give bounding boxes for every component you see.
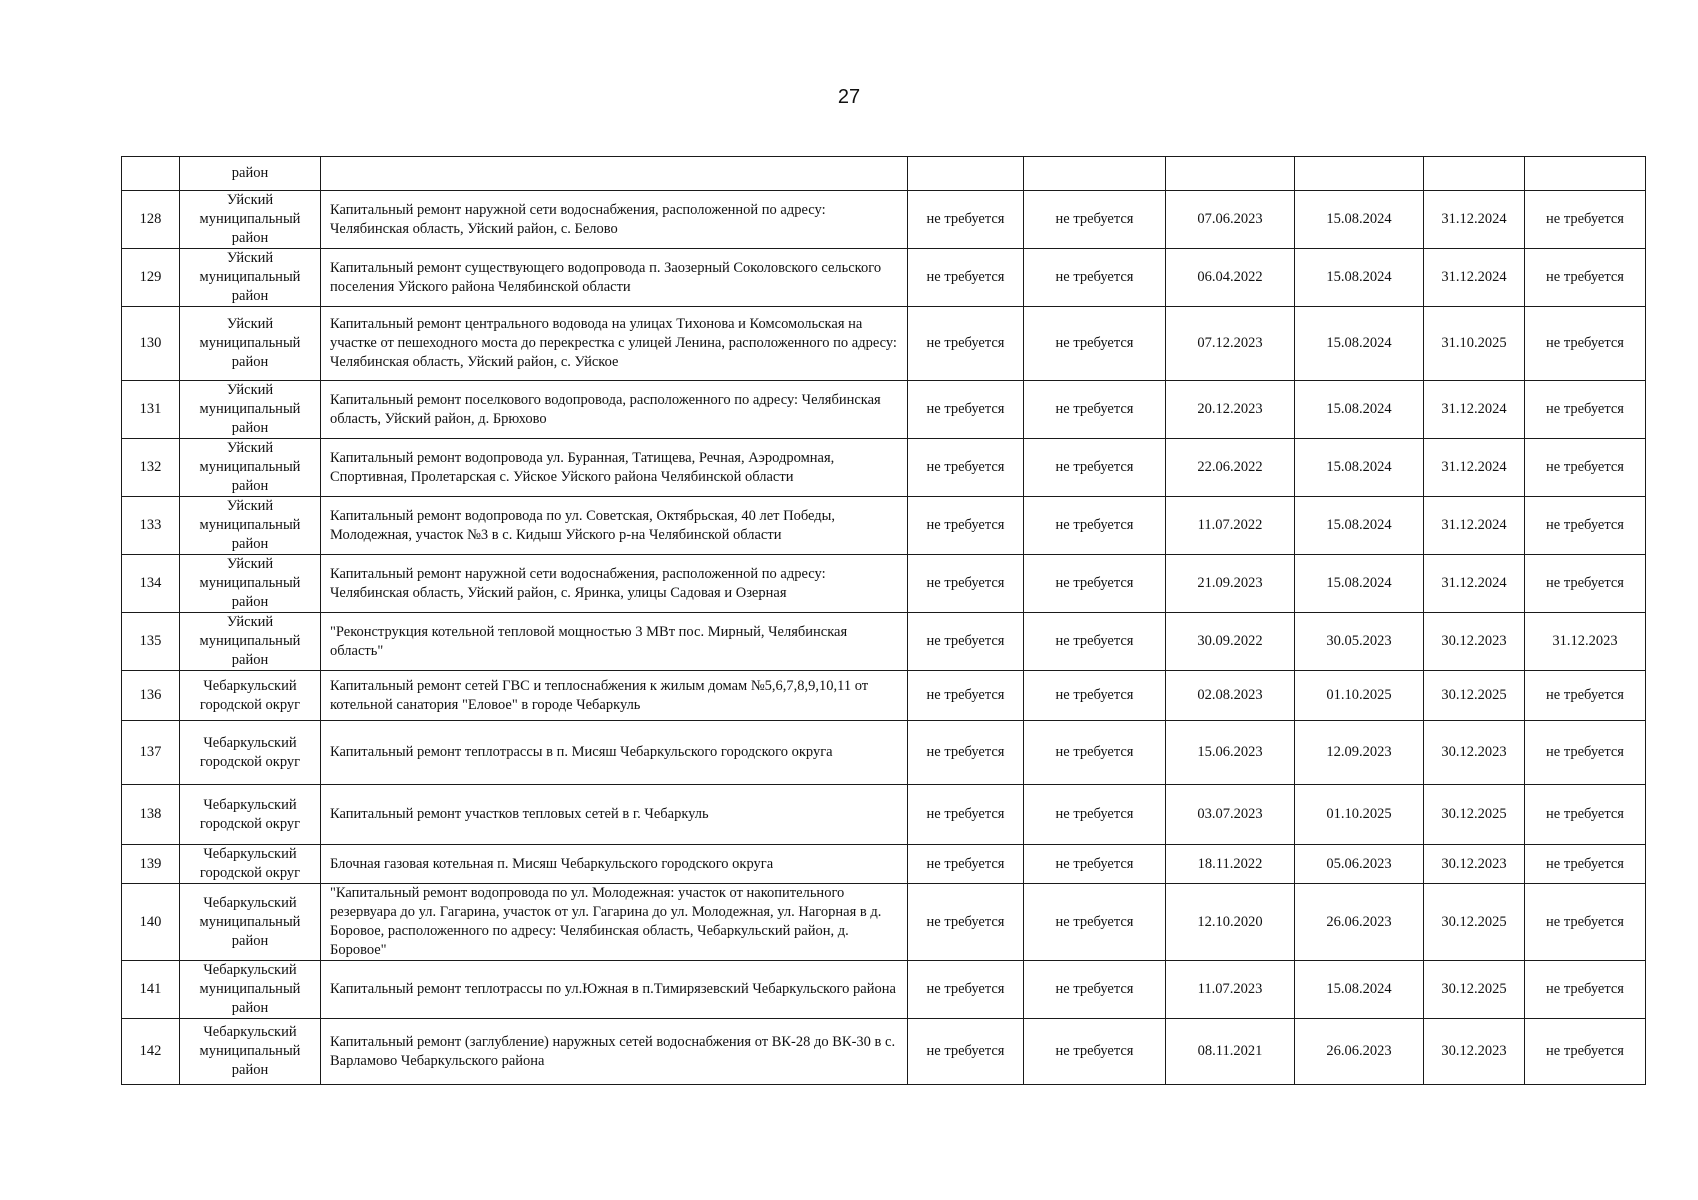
cell-municipality: Чебаркульский городской округ <box>180 671 321 721</box>
cell-col9: не требуется <box>1525 381 1646 439</box>
cell-col4: не требуется <box>908 671 1024 721</box>
table-row <box>122 671 1646 721</box>
table-row <box>122 785 1646 845</box>
cell-description: Блочная газовая котельная п. Мисяш Чебаркульского городского округа <box>321 845 908 884</box>
cell-col4: не требуется <box>908 307 1024 381</box>
cell-col5: не требуется <box>1024 381 1166 439</box>
cell-col5: не требуется <box>1024 1019 1166 1085</box>
cell-number: 134 <box>122 555 180 613</box>
cell-col6: 07.06.2023 <box>1166 191 1295 249</box>
cell-col8: 30.12.2025 <box>1424 671 1525 721</box>
cell-municipality: Уйский муниципальный район <box>180 497 321 555</box>
cell-col8: 31.12.2024 <box>1424 191 1525 249</box>
cell-col6: 08.11.2021 <box>1166 1019 1295 1085</box>
page-number: 27 <box>837 86 861 108</box>
cell-col7 <box>1295 157 1424 191</box>
cell-municipality: Уйский муниципальный район <box>180 249 321 307</box>
table-row <box>122 555 1646 613</box>
cell-col5: не требуется <box>1024 191 1166 249</box>
cell-col5: не требуется <box>1024 497 1166 555</box>
cell-number: 136 <box>122 671 180 721</box>
cell-description: Капитальный ремонт теплотрассы в п. Мисяш Чебаркульского городского округа <box>321 721 908 785</box>
cell-col8: 30.12.2025 <box>1424 961 1525 1019</box>
cell-col4: не требуется <box>908 497 1024 555</box>
cell-col8: 31.12.2024 <box>1424 439 1525 497</box>
cell-col6 <box>1166 157 1295 191</box>
cell-col7: 05.06.2023 <box>1295 845 1424 884</box>
cell-col8: 30.12.2023 <box>1424 613 1525 671</box>
cell-number <box>122 157 180 191</box>
cell-col9 <box>1525 157 1646 191</box>
cell-col7: 01.10.2025 <box>1295 785 1424 845</box>
cell-description: Капитальный ремонт теплотрассы по ул.Южная в п.Тимирязевский Чебаркульского района <box>321 961 908 1019</box>
cell-col8: 30.12.2023 <box>1424 1019 1525 1085</box>
cell-col6: 06.04.2022 <box>1166 249 1295 307</box>
cell-col6: 11.07.2022 <box>1166 497 1295 555</box>
cell-description <box>321 157 908 191</box>
cell-col4: не требуется <box>908 721 1024 785</box>
cell-municipality: Чебаркульский городской округ <box>180 721 321 785</box>
cell-number: 132 <box>122 439 180 497</box>
cell-col7: 15.08.2024 <box>1295 307 1424 381</box>
cell-col5: не требуется <box>1024 721 1166 785</box>
cell-description: Капитальный ремонт наружной сети водоснабжения, расположенной по адресу: Челябинская область, Уйский район, с. Белово <box>321 191 908 249</box>
cell-municipality: Уйский муниципальный район <box>180 307 321 381</box>
cell-col6: 18.11.2022 <box>1166 845 1295 884</box>
cell-description: Капитальный ремонт наружной сети водоснабжения, расположенной по адресу: Челябинская область, Уйский район, с. Яринка, улицы Садовая и Озерная <box>321 555 908 613</box>
cell-col6: 11.07.2023 <box>1166 961 1295 1019</box>
cell-col4: не требуется <box>908 439 1024 497</box>
table-row <box>122 249 1646 307</box>
cell-col6: 07.12.2023 <box>1166 307 1295 381</box>
cell-number: 133 <box>122 497 180 555</box>
cell-municipality: район <box>180 157 321 191</box>
table-row <box>122 439 1646 497</box>
cell-number: 129 <box>122 249 180 307</box>
table-row <box>122 845 1646 884</box>
table-row <box>122 961 1646 1019</box>
cell-col7: 26.06.2023 <box>1295 1019 1424 1085</box>
cell-number: 139 <box>122 845 180 884</box>
cell-number: 135 <box>122 613 180 671</box>
cell-description: Капитальный ремонт водопровода ул. Буранная, Татищева, Речная, Аэродромная, Спортивная, Пролетарская с. Уйское Уйского района Челябинской области <box>321 439 908 497</box>
cell-description: Капитальный ремонт водопровода по ул. Советская, Октябрьская, 40 лет Победы, Молодежная, участок №3 в с. Кидыш Уйского р-на Челябинской области <box>321 497 908 555</box>
cell-col5: не требуется <box>1024 249 1166 307</box>
cell-col9: не требуется <box>1525 785 1646 845</box>
cell-col5: не требуется <box>1024 884 1166 961</box>
cell-col4: не требуется <box>908 381 1024 439</box>
cell-col5: не требуется <box>1024 845 1166 884</box>
table-row-carryover <box>122 157 1646 191</box>
cell-col7: 15.08.2024 <box>1295 961 1424 1019</box>
cell-municipality: Чебаркульский городской округ <box>180 785 321 845</box>
cell-col6: 30.09.2022 <box>1166 613 1295 671</box>
cell-col6: 20.12.2023 <box>1166 381 1295 439</box>
cell-number: 140 <box>122 884 180 961</box>
cell-col9: не требуется <box>1525 497 1646 555</box>
cell-col4: не требуется <box>908 555 1024 613</box>
table-row <box>122 884 1646 961</box>
cell-col4 <box>908 157 1024 191</box>
cell-col5: не требуется <box>1024 671 1166 721</box>
cell-description: Капитальный ремонт существующего водопровода п. Заозерный Соколовского сельского поселения Уйского района Челябинской области <box>321 249 908 307</box>
table-row <box>122 497 1646 555</box>
cell-municipality: Уйский муниципальный район <box>180 439 321 497</box>
cell-col6: 22.06.2022 <box>1166 439 1295 497</box>
cell-number: 130 <box>122 307 180 381</box>
cell-col8: 30.12.2025 <box>1424 785 1525 845</box>
cell-col9: не требуется <box>1525 191 1646 249</box>
cell-municipality: Чебаркульский муниципальный район <box>180 961 321 1019</box>
cell-col9: не требуется <box>1525 961 1646 1019</box>
cell-municipality: Уйский муниципальный район <box>180 613 321 671</box>
cell-number: 128 <box>122 191 180 249</box>
cell-col6: 15.06.2023 <box>1166 721 1295 785</box>
cell-col8: 30.12.2023 <box>1424 721 1525 785</box>
object-registry-table <box>121 156 1646 1085</box>
cell-description: Капитальный ремонт центрального водовода на улицах Тихонова и Комсомольская на участке от пешеходного моста до перекрестка с улицей Ленина, расположенного по адресу: Челябинская область, Уйский район, с. Уйское <box>321 307 908 381</box>
cell-col7: 12.09.2023 <box>1295 721 1424 785</box>
cell-description: "Капитальный ремонт водопровода по ул. Молодежная: участок от накопительного резервуара до ул. Гагарина, участок от ул. Гагарина до ул. Молодежная, ул. Нагорная в д. Боровое, расположенного по адресу: Челябинская область, Чебаркульский район, д. Боровое" <box>321 884 908 961</box>
cell-col9: не требуется <box>1525 307 1646 381</box>
cell-col8: 30.12.2023 <box>1424 845 1525 884</box>
cell-col4: не требуется <box>908 191 1024 249</box>
cell-description: Капитальный ремонт поселкового водопровода, расположенного по адресу: Челябинская область, Уйский район, д. Брюхово <box>321 381 908 439</box>
cell-description: Капитальный ремонт участков тепловых сетей в г. Чебаркуль <box>321 785 908 845</box>
cell-col7: 15.08.2024 <box>1295 555 1424 613</box>
cell-col6: 03.07.2023 <box>1166 785 1295 845</box>
cell-col5: не требуется <box>1024 613 1166 671</box>
cell-col4: не требуется <box>908 884 1024 961</box>
table-row <box>122 307 1646 381</box>
cell-col6: 02.08.2023 <box>1166 671 1295 721</box>
cell-col7: 26.06.2023 <box>1295 884 1424 961</box>
cell-description: Капитальный ремонт (заглубление) наружных сетей водоснабжения от ВК-28 до ВК-30 в с. Варламово Чебаркульского района <box>321 1019 908 1085</box>
cell-number: 137 <box>122 721 180 785</box>
cell-col9: не требуется <box>1525 555 1646 613</box>
cell-number: 141 <box>122 961 180 1019</box>
cell-col5: не требуется <box>1024 555 1166 613</box>
cell-col5: не требуется <box>1024 307 1166 381</box>
cell-col4: не требуется <box>908 785 1024 845</box>
cell-col8: 31.12.2024 <box>1424 381 1525 439</box>
cell-col6: 12.10.2020 <box>1166 884 1295 961</box>
cell-number: 142 <box>122 1019 180 1085</box>
cell-municipality: Уйский муниципальный район <box>180 191 321 249</box>
cell-col7: 15.08.2024 <box>1295 497 1424 555</box>
cell-col5: не требуется <box>1024 439 1166 497</box>
cell-col8 <box>1424 157 1525 191</box>
cell-col5: не требуется <box>1024 961 1166 1019</box>
cell-municipality: Чебаркульский городской округ <box>180 845 321 884</box>
cell-col7: 15.08.2024 <box>1295 249 1424 307</box>
cell-col8: 31.10.2025 <box>1424 307 1525 381</box>
table-row <box>122 613 1646 671</box>
cell-col5: не требуется <box>1024 785 1166 845</box>
table-row <box>122 381 1646 439</box>
cell-col7: 15.08.2024 <box>1295 381 1424 439</box>
cell-col9: не требуется <box>1525 1019 1646 1085</box>
cell-col9: не требуется <box>1525 721 1646 785</box>
table-row <box>122 721 1646 785</box>
cell-col4: не требуется <box>908 249 1024 307</box>
cell-col4: не требуется <box>908 1019 1024 1085</box>
cell-municipality: Уйский муниципальный район <box>180 381 321 439</box>
cell-col8: 31.12.2024 <box>1424 249 1525 307</box>
cell-municipality: Уйский муниципальный район <box>180 555 321 613</box>
cell-col9: не требуется <box>1525 884 1646 961</box>
cell-col4: не требуется <box>908 845 1024 884</box>
cell-col5 <box>1024 157 1166 191</box>
cell-col7: 15.08.2024 <box>1295 191 1424 249</box>
cell-col7: 15.08.2024 <box>1295 439 1424 497</box>
table-body <box>122 157 1646 1085</box>
cell-number: 131 <box>122 381 180 439</box>
table-row <box>122 1019 1646 1085</box>
cell-col9: не требуется <box>1525 845 1646 884</box>
cell-col7: 30.05.2023 <box>1295 613 1424 671</box>
cell-number: 138 <box>122 785 180 845</box>
cell-col8: 30.12.2025 <box>1424 884 1525 961</box>
cell-municipality: Чебаркульский муниципальный район <box>180 884 321 961</box>
cell-col6: 21.09.2023 <box>1166 555 1295 613</box>
cell-col9: не требуется <box>1525 249 1646 307</box>
cell-col8: 31.12.2024 <box>1424 555 1525 613</box>
cell-col9: не требуется <box>1525 671 1646 721</box>
cell-description: "Реконструкция котельной тепловой мощностью 3 МВт пос. Мирный, Челябинская область" <box>321 613 908 671</box>
table-row <box>122 191 1646 249</box>
cell-col4: не требуется <box>908 613 1024 671</box>
cell-col7: 01.10.2025 <box>1295 671 1424 721</box>
cell-municipality: Чебаркульский муниципальный район <box>180 1019 321 1085</box>
cell-col8: 31.12.2024 <box>1424 497 1525 555</box>
cell-col4: не требуется <box>908 961 1024 1019</box>
cell-description: Капитальный ремонт сетей ГВС и теплоснабжения к жилым домам №5,6,7,8,9,10,11 от котельной санатория "Еловое" в городе Чебаркуль <box>321 671 908 721</box>
cell-col9: не требуется <box>1525 439 1646 497</box>
cell-col9: 31.12.2023 <box>1525 613 1646 671</box>
